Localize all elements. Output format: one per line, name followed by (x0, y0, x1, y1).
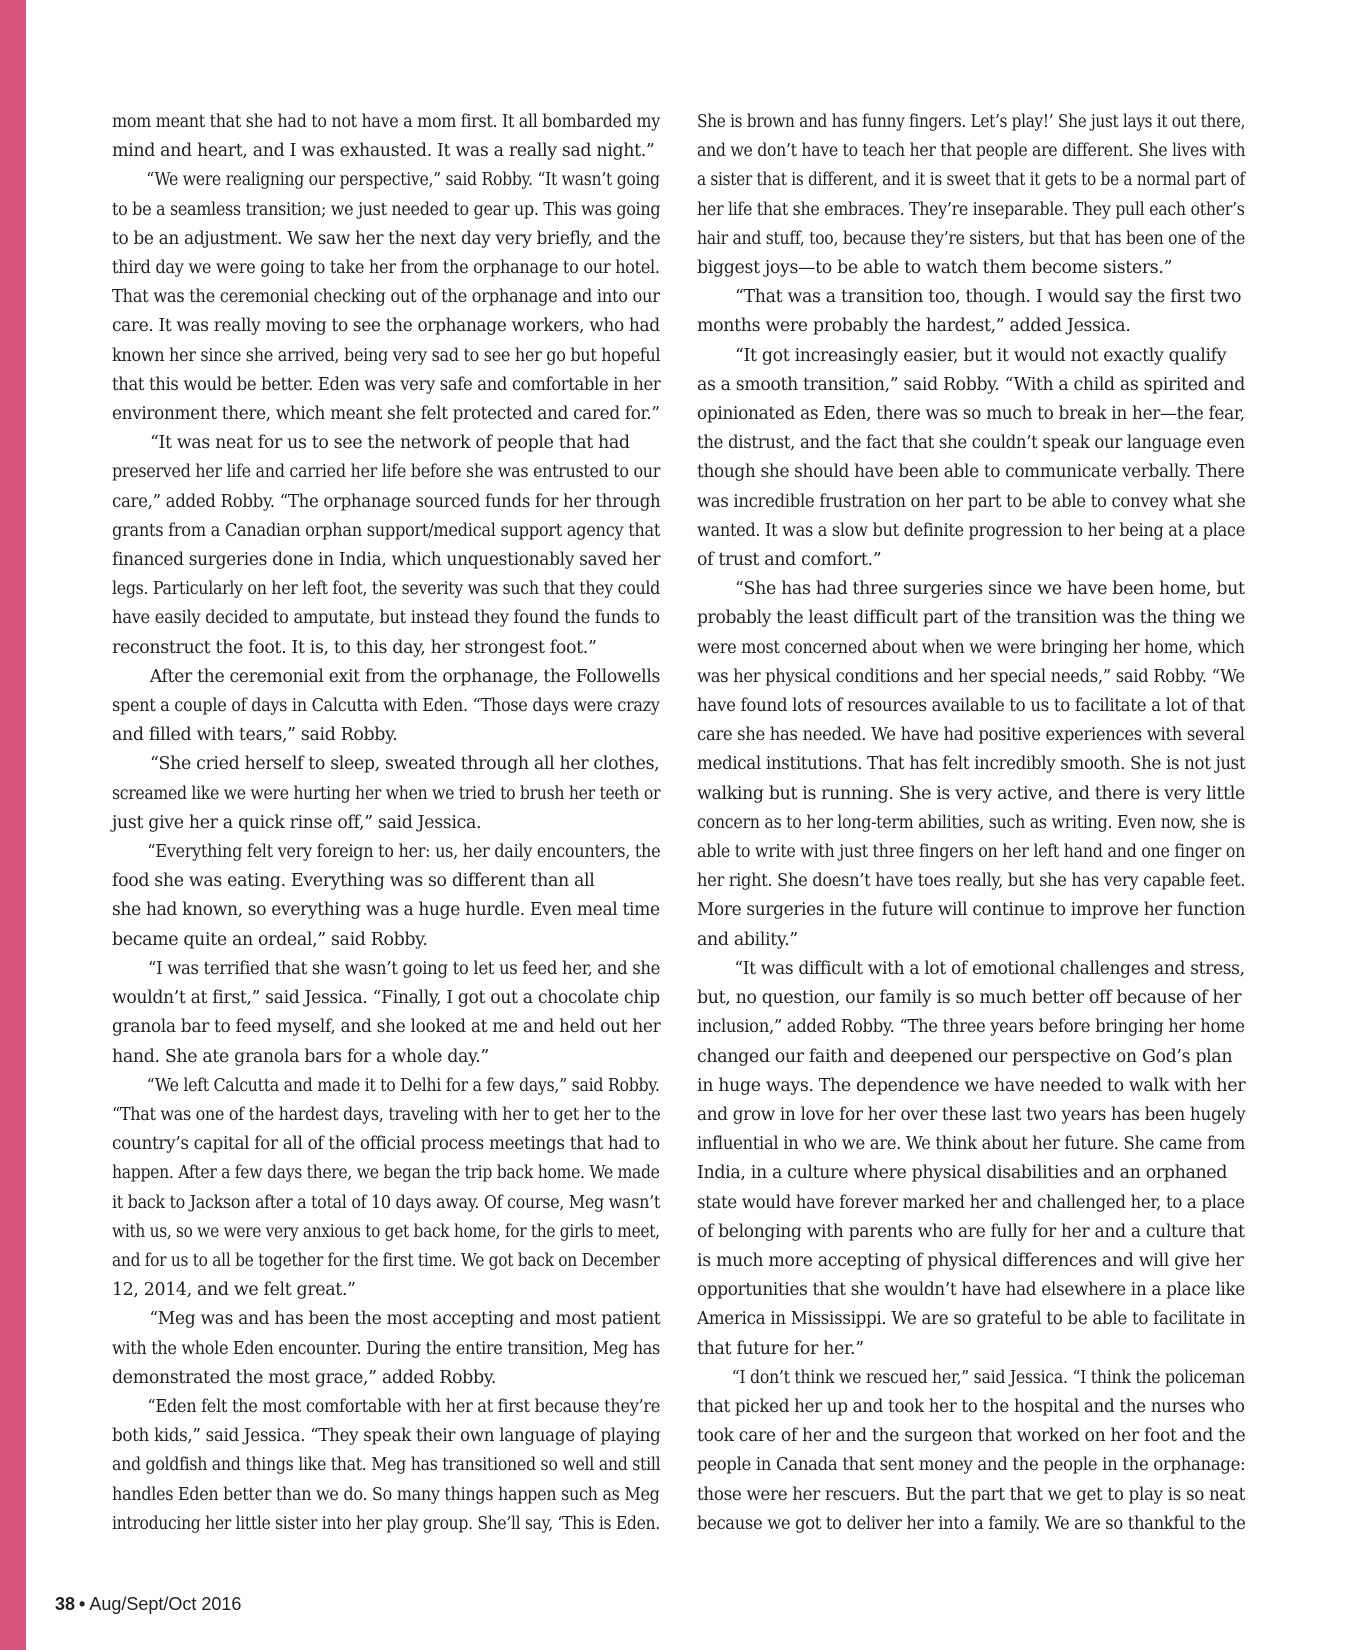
text-line: her right. She doesn’t have toes really, but she has very capable feet. (697, 871, 1246, 892)
text-line: because we got to deliver her into a family. We are so thankful to the (697, 1513, 1246, 1534)
text-line: state would have forever marked her and challenged her, to a place (697, 1192, 1245, 1213)
text-line: with the whole Eden encounter. During the entire transition, Meg has (112, 1338, 660, 1359)
text-line: handles Eden better than we do. So many things happen such as Meg (112, 1484, 660, 1505)
text-line: a sister that is different, and it is sweet that it gets to be a normal part of (697, 170, 1245, 191)
text-line: opinionated as Eden, there was so much to break in her—the fear, (697, 404, 1245, 425)
text-line: able to write with just three fingers on her left hand and one finger on (697, 842, 1246, 863)
text-line: biggest joys—to be able to watch them become sisters.” (697, 258, 1173, 279)
text-line: preserved her life and carried her life before she was entrusted to our (112, 462, 661, 483)
text-line: mind and heart, and I was exhausted. It was a really sad night.” (112, 141, 655, 162)
text-line: though she should have been able to communicate verbally. There (697, 462, 1245, 483)
text-line: that future for her.” (697, 1338, 864, 1359)
text-line: care. It was really moving to see the orphanage workers, who had (112, 316, 660, 337)
issue-date: Aug/Sept/Oct 2016 (89, 1594, 242, 1614)
text-line: and we don’t have to teach her that people are different. She lives with (697, 141, 1246, 162)
text-line: the distrust, and the fact that she couldn’t speak our language even (697, 433, 1245, 454)
text-line: concern as to her long-term abilities, such as writing. Even now, she is (697, 812, 1245, 833)
text-line: known her since she arrived, being very sad to see her go but hopeful (112, 345, 661, 366)
text-line: grants from a Canadian orphan support/medical support agency that (112, 520, 661, 541)
text-line: “She has had three surgeries since we have been home, but (735, 579, 1245, 600)
text-line: with us, so we were very anxious to get back home, for the girls to meet, (112, 1221, 660, 1242)
text-line: care she has needed. We have had positive experiences with several (697, 725, 1245, 746)
text-line: “It got increasingly easier, but it would not exactly qualify (735, 345, 1227, 366)
text-line: “That was a transition too, though. I would say the first two (735, 287, 1242, 308)
text-line: was her physical conditions and her special needs,” said Robby. “We (697, 666, 1245, 687)
text-line: changed our faith and deepened our perspective on God’s plan (697, 1046, 1233, 1067)
text-line: “We left Calcutta and made it to Delhi for a few days,” said Robby. (146, 1075, 660, 1096)
left-column (112, 108, 660, 1539)
text-line: months were probably the hardest,” added Jessica. (697, 316, 1131, 337)
text-line: More surgeries in the future will continue to improve her function (697, 900, 1246, 921)
text-line: was incredible frustration on her part to be able to convey what she (697, 491, 1246, 512)
page-number: 38 (55, 1594, 76, 1614)
text-line: of belonging with parents who are fully for her and a culture that (697, 1221, 1245, 1242)
text-line: “It was difficult with a lot of emotional challenges and stress, (734, 958, 1245, 979)
text-line: After the ceremonial exit from the orphanage, the Followells (149, 666, 661, 687)
text-line: influential in who we are. We think about her future. She came from (697, 1134, 1245, 1155)
text-line: demonstrated the most grace,” added Robby. (112, 1367, 497, 1388)
text-line: her life that she embraces. They’re inseparable. They pull each other’s (697, 199, 1245, 220)
text-line: just give her a quick rinse off,” said Jessica. (112, 812, 482, 833)
text-line: food she was eating. Everything was so different than all (112, 871, 595, 892)
text-line: as a smooth transition,” said Robby. “With a child as spirited and (697, 374, 1245, 395)
text-line: that this would be better. Eden was very safe and comfortable in her (112, 374, 661, 395)
text-line: and grow in love for her over these last two years has been hugely (697, 1104, 1246, 1125)
text-line: spent a couple of days in Calcutta with Eden. “Those days were crazy (112, 696, 660, 717)
page-footer (55, 1594, 241, 1615)
text-line: is much more accepting of physical differences and will give her (697, 1250, 1244, 1271)
text-line: to be a seamless transition; we just needed to gear up. This was going (112, 199, 661, 220)
text-line: introducing her little sister into her play group. She’ll say, ‘This is Eden. (112, 1513, 660, 1534)
text-line: took care of her and the surgeon that worked on her foot and the (697, 1426, 1246, 1447)
text-line: have found lots of resources available to us to facilitate a lot of that (697, 696, 1245, 717)
footer-separator: • (79, 1594, 86, 1614)
text-line: inclusion,” added Robby. “The three years before bringing her home (697, 1017, 1245, 1038)
text-line: those were her rescuers. But the part that we get to play is so neat (697, 1484, 1246, 1505)
text-line: medical institutions. That has felt incredibly smooth. She is not just (697, 754, 1246, 775)
text-line: hand. She ate granola bars for a whole day.” (112, 1046, 489, 1067)
text-line: care,” added Robby. “The orphanage sourced funds for her through (112, 491, 661, 512)
text-line: were most concerned about when we were bringing her home, which (697, 637, 1245, 658)
text-line: became quite an ordeal,” said Robby. (112, 929, 428, 950)
text-line: that picked her up and took her to the hospital and the nurses who (697, 1396, 1245, 1417)
text-line: granola bar to feed myself, and she looked at me and held out her (112, 1017, 661, 1038)
text-line: mom meant that she had to not have a mom first. It all bombarded my (112, 112, 660, 132)
text-line: reconstruct the foot. It is, to this day, her strongest foot.” (112, 637, 597, 658)
text-line: screamed like we were hurting her when we tried to brush her teeth or (112, 783, 661, 804)
text-line: India, in a culture where physical disabilities and an orphaned (697, 1163, 1228, 1184)
text-line: in huge ways. The dependence we have needed to walk with her (697, 1075, 1246, 1096)
text-line: and filled with tears,” said Robby. (112, 725, 398, 746)
text-line: “That was one of the hardest days, traveling with her to get her to the (112, 1104, 661, 1125)
text-line: “Everything felt very foreign to her: us, her daily encounters, the (147, 842, 661, 863)
text-line: “It was neat for us to see the network of people that had (150, 433, 630, 454)
text-line: That was the ceremonial checking out of the orphanage and into our (112, 287, 660, 308)
text-line: and ability.” (697, 929, 798, 950)
text-line: walking but is running. She is very active, and there is very little (697, 783, 1245, 804)
text-line: probably the least difficult part of the transition was the thing we (697, 608, 1245, 629)
text-line: third day we were going to take her from the orphanage to our hotel. (112, 258, 660, 279)
text-line: wouldn’t at first,” said Jessica. “Finally, I got out a chocolate chip (112, 988, 660, 1009)
text-line: “Meg was and has been the most accepting and most patient (149, 1309, 661, 1330)
text-line: happen. After a few days there, we began the trip back home. We made (112, 1163, 660, 1184)
text-line: it back to Jackson after a total of 10 days away. Of course, Meg wasn’t (112, 1192, 660, 1213)
text-line: 12, 2014, and we felt great.” (112, 1280, 356, 1301)
text-line: “I don’t think we rescued her,” said Jessica. “I think the policeman (731, 1367, 1245, 1388)
text-line: legs. Particularly on her left foot, the severity was such that they could (112, 579, 660, 600)
text-line: opportunities that she wouldn’t have had elsewhere in a place like (697, 1280, 1245, 1301)
text-line: “Eden felt the most comfortable with her at first because they’re (147, 1396, 661, 1417)
text-line: to be an adjustment. We saw her the next day very briefly, and the (112, 228, 661, 249)
text-line: “We were realigning our perspective,” said Robby. “It wasn’t going (146, 170, 660, 191)
right-column (697, 108, 1245, 1539)
text-line: but, no question, our family is so much better off because of her (697, 988, 1242, 1009)
text-line: She is brown and has funny fingers. Let’s play!’ She just lays it out there, (697, 112, 1246, 132)
text-line: she had known, so everything was a huge hurdle. Even meal time (112, 900, 660, 921)
text-line: both kids,” said Jessica. “They speak their own language of playing (112, 1426, 661, 1447)
text-line: America in Mississippi. We are so grateful to be able to facilitate in (697, 1309, 1246, 1330)
text-line: and goldfish and things like that. Meg has transitioned so well and still (112, 1455, 661, 1476)
text-line: “I was terrified that she wasn’t going to let us feed her, and she (148, 958, 661, 979)
text-line: of trust and comfort.” (697, 550, 882, 571)
text-line: environment there, which meant she felt protected and cared for.” (112, 404, 660, 425)
accent-bar (0, 0, 26, 1650)
text-line: hair and stuff, too, because they’re sisters, but that has been one of the (697, 228, 1245, 249)
text-line: financed surgeries done in India, which unquestionably saved her (112, 550, 661, 571)
text-line: and for us to all be together for the first time. We got back on December (112, 1250, 660, 1271)
text-line: people in Canada that sent money and the people in the orphanage: (697, 1455, 1246, 1476)
text-line: country’s capital for all of the official process meetings that had to (112, 1134, 660, 1155)
text-line: wanted. It was a slow but definite progression to her being at a place (697, 520, 1245, 541)
text-line: “She cried herself to sleep, sweated through all her clothes, (150, 754, 660, 775)
text-line: have easily decided to amputate, but instead they found the funds to (112, 608, 660, 629)
